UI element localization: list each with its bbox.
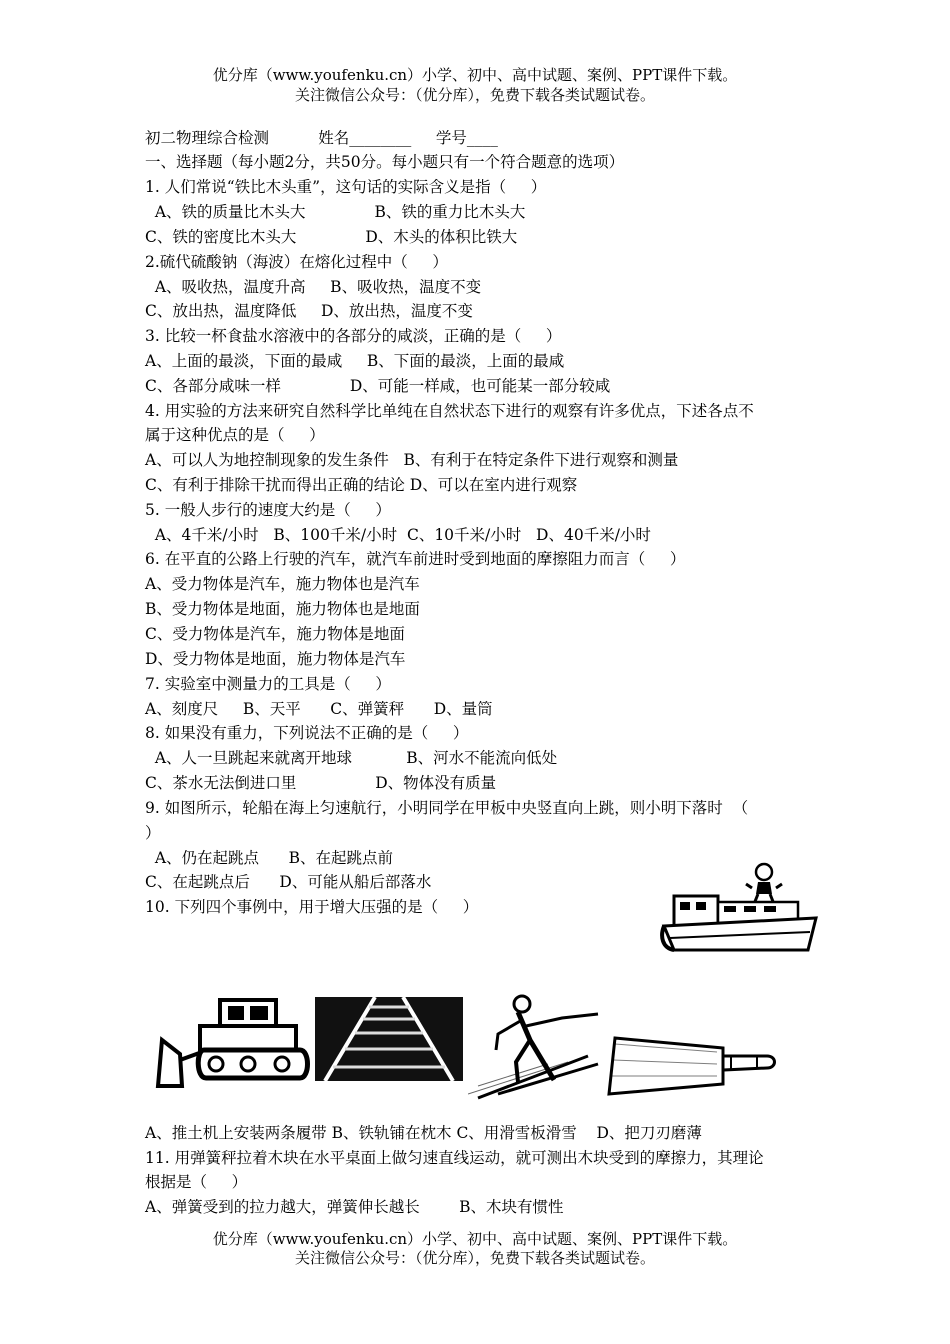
question-line: C、在起跳点后 D、可能从船后部落水: [145, 873, 432, 891]
question-line: A、可以人为地控制现象的发生条件 B、有利于在特定条件下进行观察和测量: [145, 451, 679, 469]
question-line: D、受力物体是地面，施力物体是汽车: [145, 650, 406, 668]
question-line: A、上面的最淡，下面的最咸 B、下面的最淡，上面的最咸: [145, 352, 565, 370]
question-line: 5. 一般人步行的速度大约是（ ）: [145, 501, 391, 519]
exam-title-line: 初二物理综合检测 姓名________ 学号____: [145, 129, 498, 147]
question-line: 2.硫代硫酸钠（海波）在熔化过程中（ ）: [145, 253, 448, 271]
question-line: A、刻度尺 B、天平 C、弹簧秤 D、量筒: [145, 700, 493, 718]
question-line: C、放出热，温度降低 D、放出热，温度不变: [145, 302, 473, 320]
cleaver-knife-illustration: [605, 1030, 780, 1100]
footer-line-2: 关注微信公众号：（优分库），免费下载各类试题试卷。: [294, 1249, 655, 1267]
skier-illustration: [468, 990, 608, 1100]
question-line: C、受力物体是汽车，施力物体是地面: [145, 625, 405, 643]
question-line: 1. 人们常说“铁比木头重”，这句话的实际含义是指（ ）: [145, 178, 547, 196]
railway-track-illustration: [315, 997, 463, 1081]
question-line: 3. 比较一杯食盐水溶液中的各部分的咸淡，正确的是（ ）: [145, 327, 562, 345]
question-line: A、弹簧受到的拉力越大，弹簧伸长越长 B、木块有惯性: [145, 1198, 564, 1216]
ship-boy-jumping-illustration: [660, 858, 820, 958]
section-1-heading: 一、选择题（每小题2分，共50分。每小题只有一个符合题意的选项）: [145, 153, 625, 171]
question-line: A、仍在起跳点 B、在起跳点前: [145, 849, 394, 867]
question-line: C、茶水无法倒进口里 D、物体没有质量: [145, 774, 497, 792]
question-line: A、铁的质量比木头大 B、铁的重力比木头大: [145, 203, 526, 221]
question-line: 属于这种优点的是（ ）: [145, 426, 325, 444]
footer-line-1: 优分库（www.youfenku.cn）小学、初中、高中试题、案例、PPT课件下载。: [212, 1230, 738, 1248]
question-line: 10. 下列四个事例中，用于增大压强的是（ ）: [145, 898, 479, 916]
question-line: 根据是（ ）: [145, 1173, 248, 1191]
question-line: 11. 用弹簧秤拉着木块在水平桌面上做匀速直线运动，就可测出木块受到的摩擦力，其理论: [145, 1149, 764, 1167]
header-line-2: 关注微信公众号：（优分库），免费下载各类试题试卷。: [294, 86, 655, 104]
question-line: 8. 如果没有重力，下列说法不正确的是（ ）: [145, 724, 469, 742]
question-line: 9. 如图所示，轮船在海上匀速航行，小明同学在甲板中央竖直向上跳，则小明下落时 （: [145, 799, 749, 817]
question-line: 6. 在平直的公路上行驶的汽车，就汽车前进时受到地面的摩擦阻力而言（ ）: [145, 550, 686, 568]
question-line: A、人一旦跳起来就离开地球 B、河水不能流向低处: [145, 749, 558, 767]
question-line: ）: [145, 824, 161, 842]
bulldozer-illustration: [150, 990, 312, 1090]
question-line: A、吸收热，温度升高 B、吸收热，温度不变: [145, 278, 482, 296]
header-line-1: 优分库（www.youfenku.cn）小学、初中、高中试题、案例、PPT课件下载。: [212, 66, 738, 84]
question-line: 4. 用实验的方法来研究自然科学比单纯在自然状态下进行的观察有许多优点，下述各点不: [145, 402, 754, 420]
question-line: 7. 实验室中测量力的工具是（ ）: [145, 675, 391, 693]
question-line: C、有利于排除干扰而得出正确的结论 D、可以在室内进行观察: [145, 476, 578, 494]
question-line: A、4千米/小时 B、100千米/小时 C、10千米/小时 D、40千米/小时: [145, 526, 651, 544]
question-line: A、推土机上安装两条履带 B、铁轨铺在枕木 C、用滑雪板滑雪 D、把刀刃磨薄: [145, 1124, 702, 1142]
question-line: C、各部分咸味一样 D、可能一样咸，也可能某一部分较咸: [145, 377, 611, 395]
question-line: B、受力物体是地面，施力物体也是地面: [145, 600, 420, 618]
question-line: A、受力物体是汽车，施力物体也是汽车: [145, 575, 420, 593]
question-line: C、铁的密度比木头大 D、木头的体积比铁大: [145, 228, 518, 246]
